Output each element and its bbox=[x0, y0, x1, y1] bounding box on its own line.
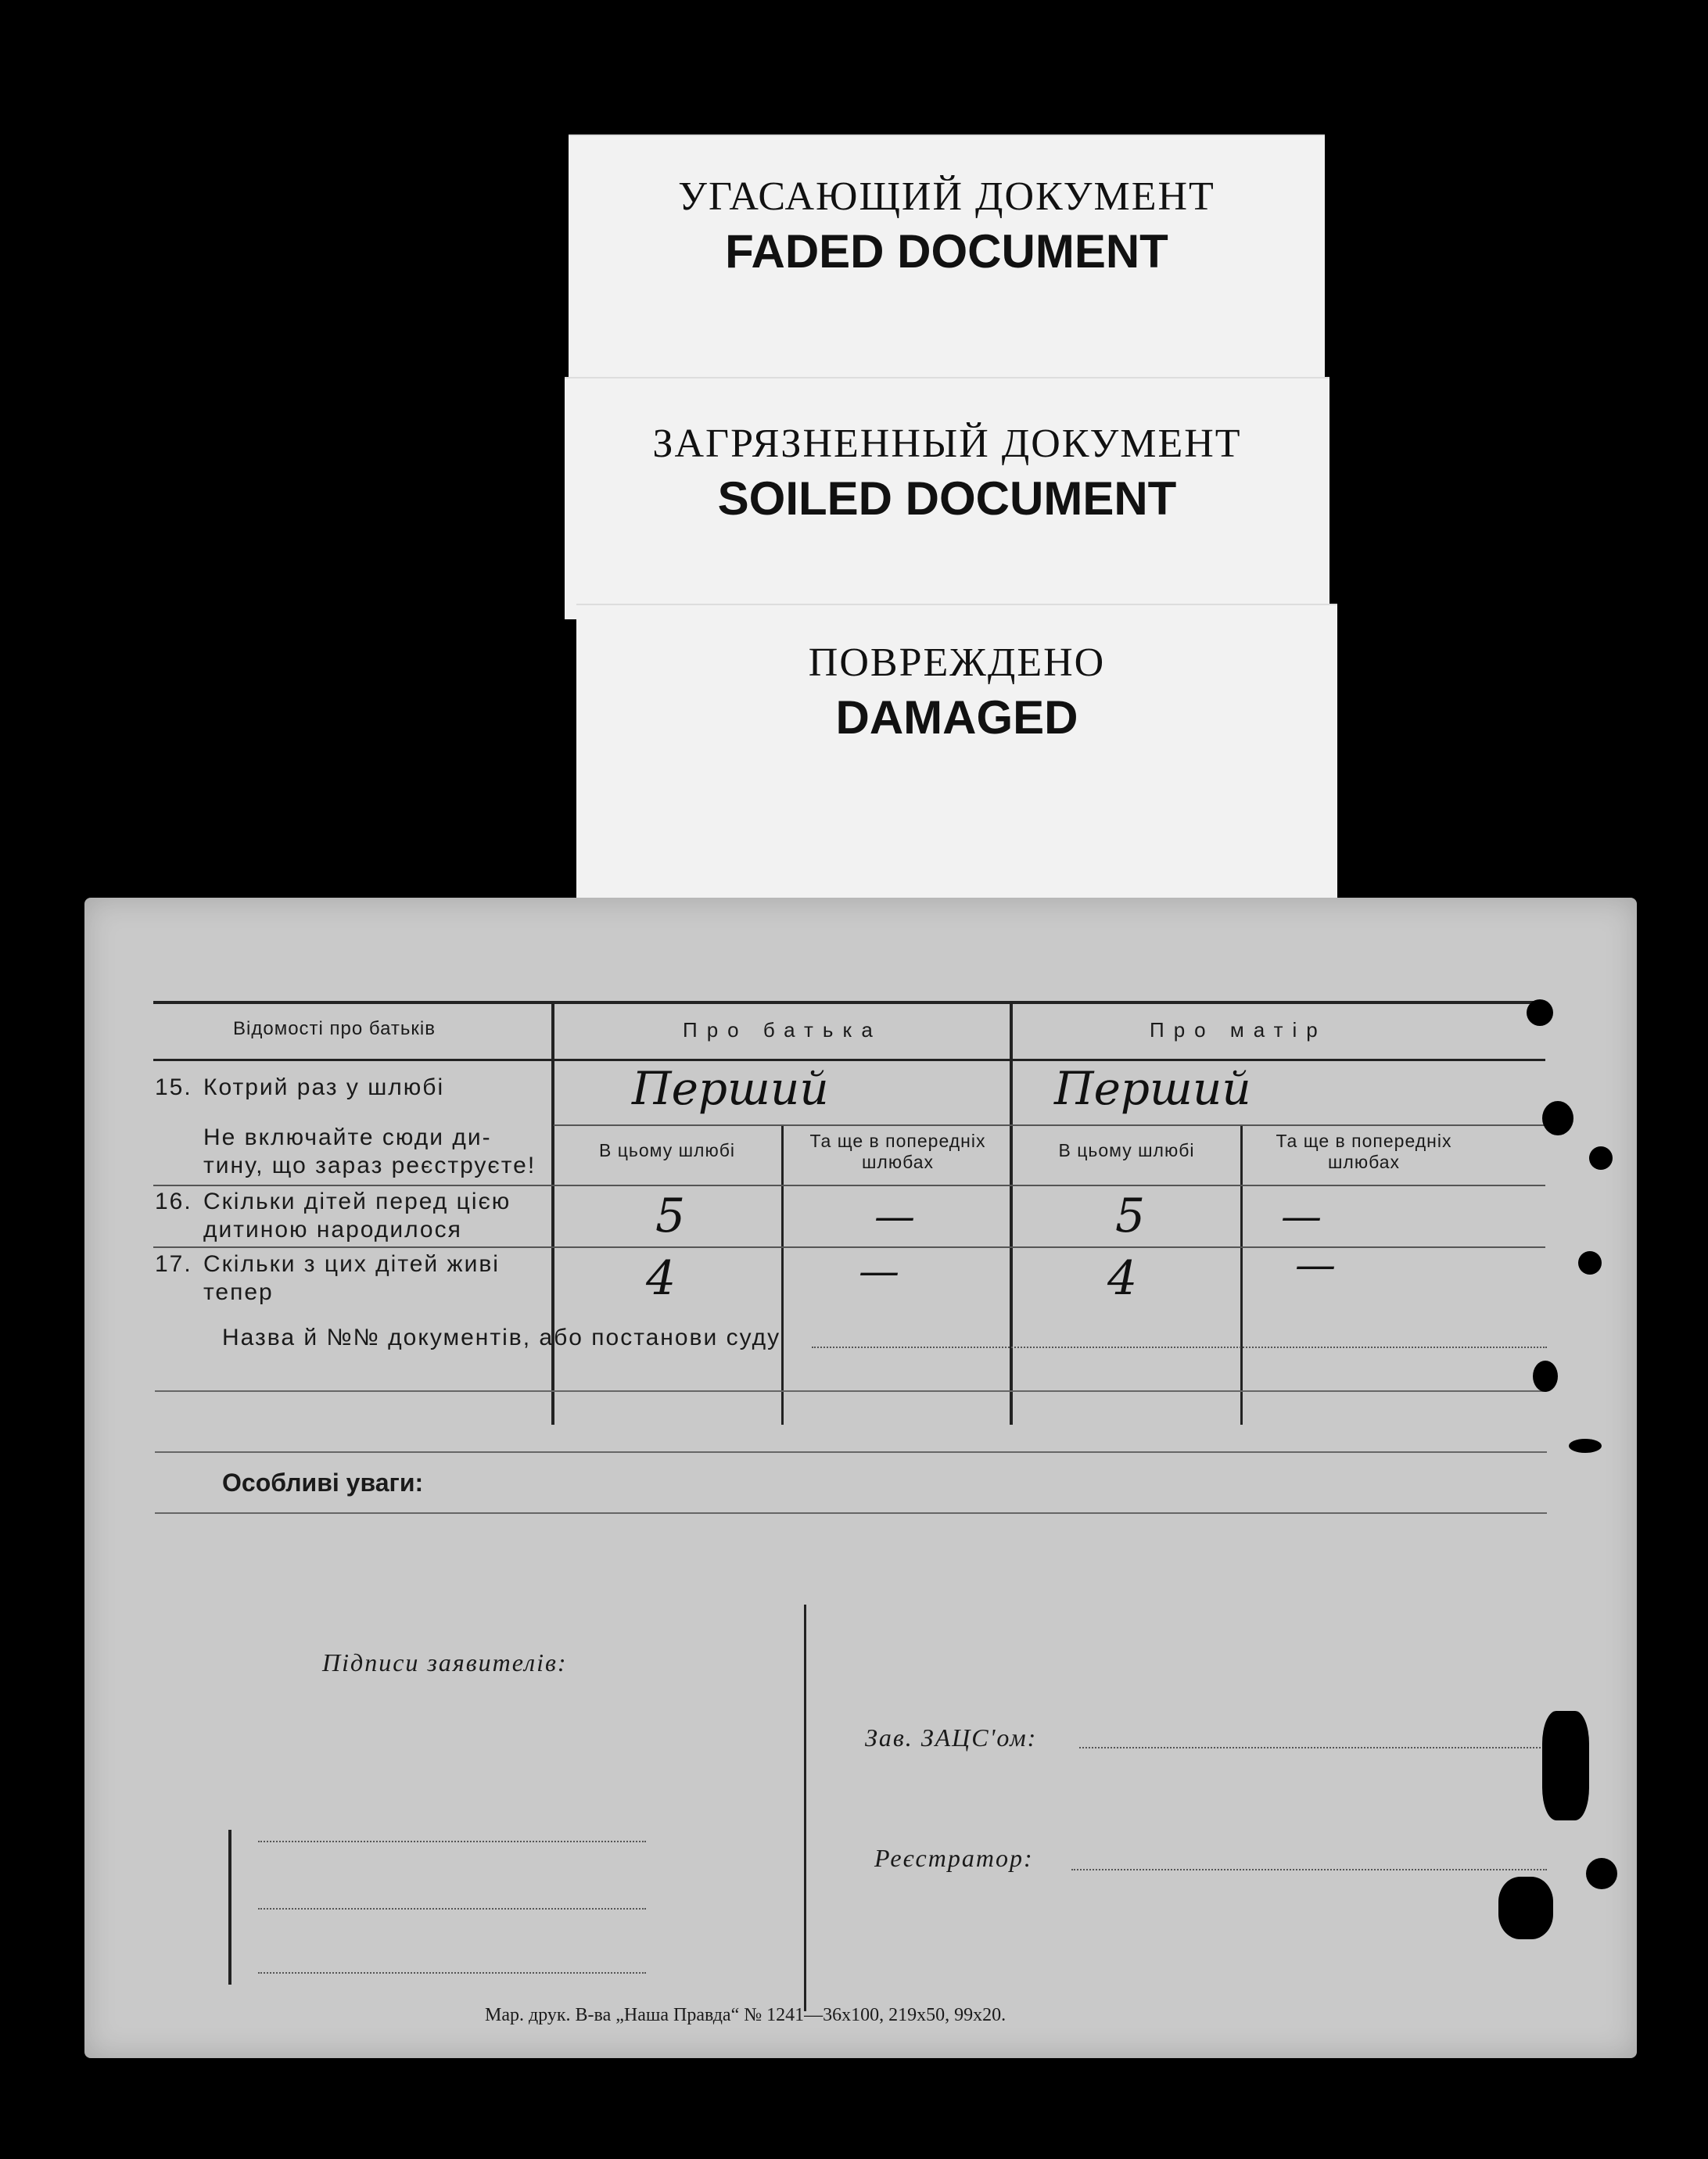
binding-hole bbox=[1498, 1877, 1553, 1939]
binding-hole bbox=[1589, 1146, 1613, 1170]
signature-line-3 bbox=[258, 1972, 646, 1974]
note-line-2: тину, що зараз реєструєте! bbox=[203, 1153, 536, 1178]
damaged-label bbox=[576, 604, 1337, 902]
parents-info-header: Відомості про батьків bbox=[233, 1018, 436, 1039]
damaged-label-en: DAMAGED bbox=[835, 691, 1078, 744]
table-row-rule bbox=[153, 1246, 1545, 1248]
father-marriage-count: Перший bbox=[632, 1062, 829, 1115]
father-previous-marriages-subheader bbox=[788, 1131, 1007, 1173]
documents-line-3 bbox=[155, 1451, 1547, 1453]
table-header-rule bbox=[153, 1059, 1545, 1061]
note-line-1: Не включайте сюди ди- bbox=[203, 1124, 492, 1150]
signature-bracket bbox=[228, 1830, 231, 1985]
table-subcol-divider-father bbox=[781, 1124, 784, 1425]
mother-marriage-count: Перший bbox=[1054, 1062, 1251, 1115]
father-alive-previous: — bbox=[859, 1248, 899, 1295]
row-15-number: 15. bbox=[155, 1074, 192, 1100]
table-top-rule bbox=[153, 1001, 1545, 1004]
binding-hole bbox=[1569, 1439, 1602, 1453]
father-children-previous: — bbox=[874, 1193, 915, 1240]
mother-current-marriage-subheader: В цьому шлюбі bbox=[1058, 1140, 1195, 1160]
applicants-signatures-label: Підписи заявителів: bbox=[322, 1648, 568, 1677]
row-17-number: 17. bbox=[155, 1251, 192, 1277]
signature-divider bbox=[804, 1605, 806, 2011]
row-16-label-line-1: Скільки дітей перед цією bbox=[203, 1189, 511, 1214]
signature-line-1 bbox=[258, 1841, 646, 1842]
row-16-label-line-2: дитиною народилося bbox=[203, 1217, 462, 1243]
father-current-marriage-subheader: В цьому шлюбі bbox=[598, 1140, 736, 1160]
signature-line-2 bbox=[258, 1908, 646, 1910]
documents-line-2 bbox=[155, 1390, 1547, 1392]
table-row-rule bbox=[153, 1185, 1545, 1186]
table-col-divider-2 bbox=[1010, 1002, 1013, 1425]
mother-header: Про матір bbox=[1150, 1018, 1327, 1042]
registrar-label: Реєстратор: bbox=[874, 1844, 1034, 1872]
mother-alive-previous: — bbox=[1295, 1242, 1336, 1289]
registrar-line bbox=[1071, 1869, 1547, 1870]
mother-previous-marriages-subheader bbox=[1247, 1131, 1481, 1173]
damaged-label-ru: ПОВРЕЖДЕНО bbox=[808, 640, 1106, 685]
remarks-label: Особливі уваги: bbox=[222, 1469, 424, 1497]
table-row-rule bbox=[554, 1124, 1545, 1126]
registry-head-label: Зав. ЗАЦС'ом: bbox=[865, 1723, 1038, 1752]
soiled-document-label bbox=[565, 377, 1329, 619]
mother-children-current: 5 bbox=[1115, 1189, 1146, 1243]
printer-footer: Мар. друк. В-ва „Наша Правда“ № 1241—36х100, 219х50, 99х20. bbox=[485, 2005, 1006, 2025]
documents-label: Назва й №№ документів, або постанови суду bbox=[222, 1325, 781, 1350]
table-subcol-divider-mother bbox=[1240, 1124, 1243, 1425]
remarks-line bbox=[155, 1512, 1547, 1514]
binding-hole bbox=[1542, 1711, 1589, 1820]
binding-hole bbox=[1542, 1101, 1573, 1135]
registration-form-sheet bbox=[84, 898, 1637, 2058]
soiled-label-ru: ЗАГРЯЗНЕННЫЙ ДОКУМЕНТ bbox=[652, 421, 1242, 466]
row-17-label-line-2: тепер bbox=[203, 1279, 274, 1305]
table-col-divider-1 bbox=[551, 1002, 554, 1425]
binding-hole bbox=[1586, 1858, 1617, 1889]
binding-hole bbox=[1527, 999, 1553, 1026]
binding-hole bbox=[1533, 1361, 1558, 1392]
mother-alive-current: 4 bbox=[1107, 1251, 1138, 1306]
soiled-label-en: SOILED DOCUMENT bbox=[717, 472, 1177, 525]
faded-label-ru: УГАСАЮЩИЙ ДОКУМЕНТ bbox=[678, 174, 1215, 219]
father-children-current: 5 bbox=[655, 1189, 686, 1243]
faded-label-en: FADED DOCUMENT bbox=[725, 225, 1168, 278]
mother-children-previous: — bbox=[1281, 1193, 1322, 1240]
mother-previous-subheader-text: Та ще в попередніх шлюбах bbox=[1276, 1131, 1452, 1172]
row-16-number: 16. bbox=[155, 1189, 192, 1214]
faded-document-label bbox=[569, 134, 1325, 393]
row-17-label-line-1: Скільки з цих дітей живі bbox=[203, 1251, 500, 1277]
binding-hole bbox=[1578, 1251, 1602, 1275]
father-alive-current: 4 bbox=[646, 1251, 676, 1306]
row-15-label: Котрий раз у шлюбі bbox=[203, 1074, 445, 1100]
father-previous-subheader-text: Та ще в попередніх шлюбах bbox=[809, 1131, 986, 1172]
registry-head-line bbox=[1079, 1747, 1547, 1748]
documents-line-1 bbox=[812, 1347, 1547, 1348]
father-header: Про батька bbox=[683, 1018, 882, 1042]
